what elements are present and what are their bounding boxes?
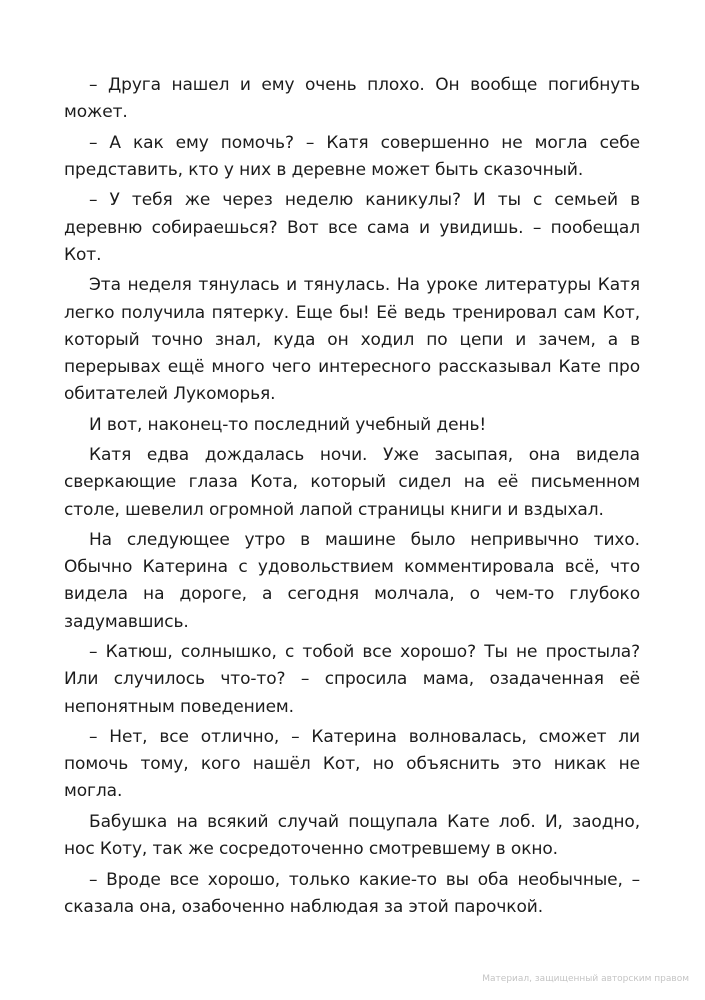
copyright-notice: Материал, защищенный авторским правом (482, 974, 689, 984)
paragraph: – Катюш, солнышко, с тобой все хорошо? Ты не простыла? Или случилось что-то? – спросила мама, озадаченная её непонятным поведением. (64, 642, 640, 717)
paragraph: Бабушка на всякий случай пощупала Кате лоб. И, заодно, нос Коту, так же сосредоточенно смотревшему в окно. (64, 811, 640, 860)
paragraph: Катя едва дождалась ночи. Уже засыпая, она видела сверкающие глаза Кота, который сидел на её письменном столе, шевелил огромной лапой страницы книги и вздыхал. (64, 445, 640, 520)
paragraph: И вот, наконец-то последний учебный день! (89, 414, 487, 435)
paragraph: – Нет, все отлично, – Катерина волновалась, сможет ли помочь тому, кого нашёл Кот, но объяснить это никак не могла. (64, 727, 640, 802)
body-text (64, 72, 640, 924)
paragraph: – Друга нашел и ему очень плохо. Он вообще погибнуть может. (64, 75, 640, 123)
paragraph: Эта неделя тянулась и тянулась. На уроке литературы Катя легко получила пятерку. Еще бы! Её ведь тренировал сам Кот, который точно знал, куда он ходил по цепи и зачем, а в перерывах ещё много чего интересного рассказывал Кате про обитателей Лукоморья. (64, 275, 640, 405)
paragraph: – У тебя же через неделю каникулы? И ты с семьей в деревню собираешься? Вот все сама и увидишь. – пообещал Кот. (64, 190, 640, 265)
paragraph: – Вроде все хорошо, только какие-то вы оба необычные, – сказала она, озабоченно наблюдая за этой парочкой. (64, 869, 640, 917)
paragraph: – А как ему помочь? – Катя совершенно не могла себе представить, кто у них в деревне может быть сказочный. (64, 132, 640, 180)
paragraph: На следующее утро в машине было непривычно тихо. Обычно Катерина с удовольствием комментировала всё, что видела на дороге, а сегодня молчала, о чем-то глубоко задумавшись. (64, 530, 640, 632)
